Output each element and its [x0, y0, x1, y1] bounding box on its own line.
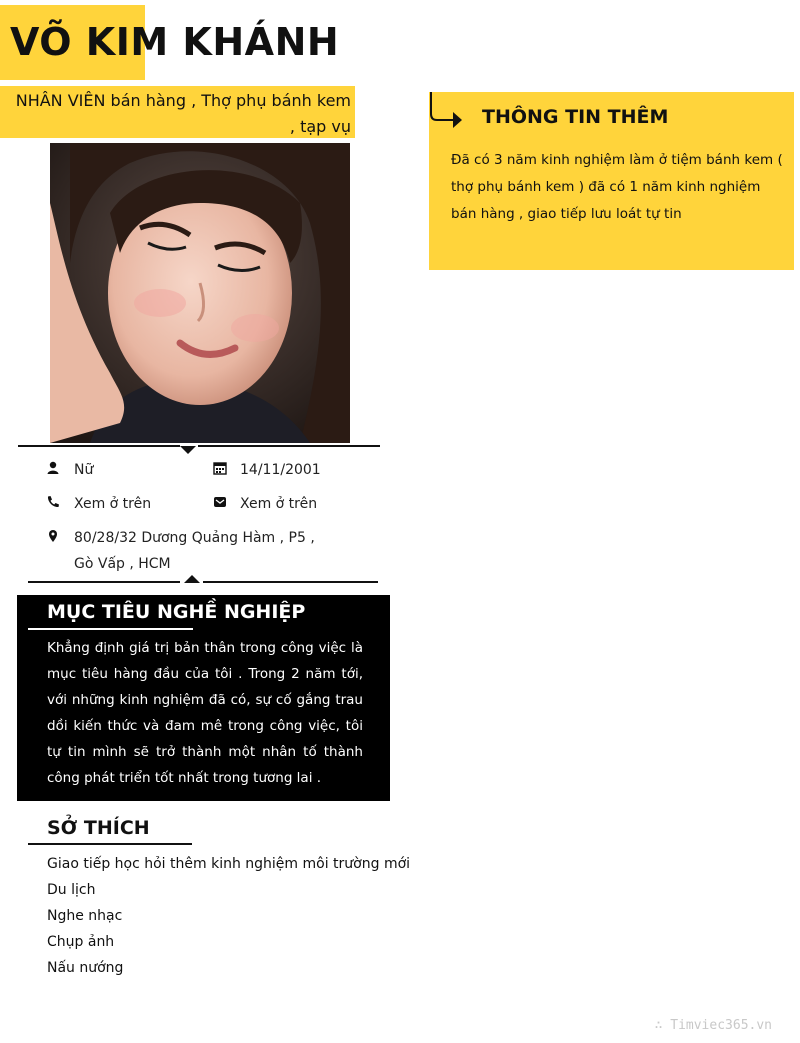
envelope-icon — [213, 495, 227, 509]
profile-photo — [50, 143, 350, 443]
full-name — [10, 20, 339, 64]
name-last: KHÁNH — [168, 20, 340, 64]
birthday-value: 14/11/2001 — [240, 462, 321, 478]
list-item: Giao tiếp học hỏi thêm kinh nghiệm môi trường mới — [47, 856, 411, 872]
address-value: 80/28/32 Dương Quảng Hàm , P5 , Gò Vấp , HCM — [74, 530, 315, 572]
list-item: Du lịch — [47, 882, 96, 898]
calendar-icon — [213, 461, 227, 475]
extra-info-title: THÔNG TIN THÊM — [482, 106, 669, 128]
map-marker-icon — [46, 529, 60, 543]
list-item: Chụp ảnh — [47, 934, 115, 950]
hobbies-title: SỞ THÍCH — [47, 817, 150, 839]
divider-arrow-down-icon — [180, 446, 196, 454]
divider-arrow-up-icon — [184, 575, 200, 583]
person-photo-icon — [50, 143, 350, 443]
objective-title-underline — [28, 628, 193, 630]
hobbies-list — [47, 851, 410, 981]
contact-divider-top-left — [18, 445, 180, 447]
phone-value: Xem ở trên — [74, 496, 152, 512]
phone-icon — [46, 495, 60, 509]
user-icon — [46, 461, 60, 475]
list-item: Nghe nhạc — [47, 908, 123, 924]
arrow-turn-right-icon — [429, 92, 469, 136]
contact-divider-bottom-left — [28, 581, 180, 583]
career-objective-section — [17, 595, 390, 801]
objective-text: Khẳng định giá trị bản thân trong công việc là mục tiêu hàng đầu của tôi . Trong 2 năm tới, với những kinh nghiệm đã có, sự cố gắng trau dồi kiến thức và đam mê trong công việc, tôi tự tin mình sẽ trở thành một nhân tố thành công phát triển tốt nhất trong tương lai . — [47, 640, 363, 786]
gender-value: Nữ — [74, 462, 94, 478]
contact-divider-top-right — [198, 445, 380, 447]
extra-info-text: Đã có 3 năm kinh nghiệm làm ở tiệm bánh kem ( thợ phụ bánh kem ) đã có 1 năm kinh nghiệm bán hàng , giao tiếp lưu loát tự tin — [451, 152, 783, 222]
name-first: VÕ KIM — [10, 20, 169, 64]
contact-divider-bottom-right — [203, 581, 378, 583]
extra-info-section — [429, 92, 794, 270]
watermark-text: Timviec365.vn — [670, 1018, 772, 1033]
objective-title: MỤC TIÊU NGHỀ NGHIỆP — [47, 601, 306, 623]
list-item: Nấu nướng — [47, 960, 124, 976]
watermark: ∴ Timviec365.vn — [654, 1018, 772, 1033]
email-value: Xem ở trên — [240, 496, 318, 512]
hobbies-title-underline — [28, 843, 192, 845]
job-title: NHÂN VIÊN bán hàng , Thợ phụ bánh kem , tạp vụ — [0, 86, 355, 138]
